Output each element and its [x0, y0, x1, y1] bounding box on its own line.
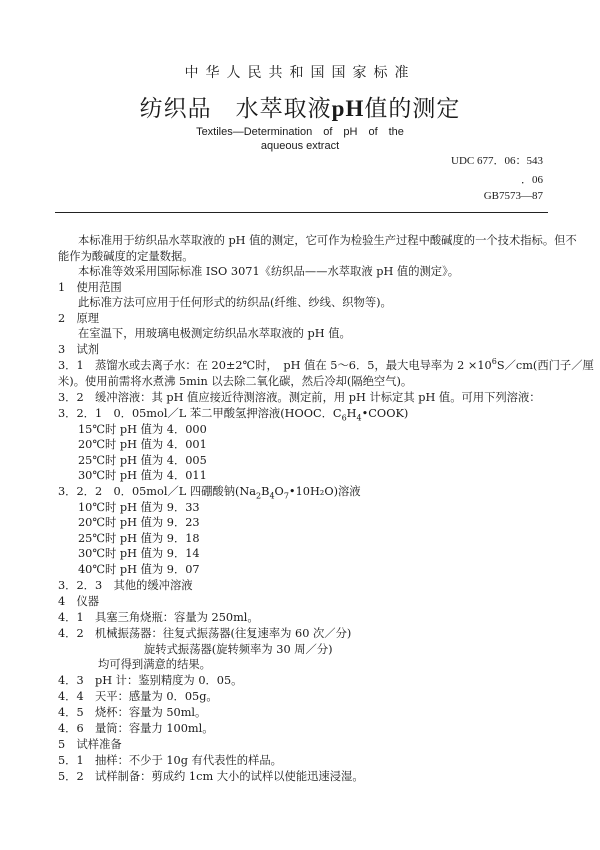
ph-value-20c: 20℃时 pH 值为 4．001 [78, 438, 207, 451]
section-4-heading: 4 仪器 [58, 595, 100, 608]
section-4-3: 4．3 pH 计：鉴别精度为 0．05。 [58, 674, 243, 687]
section-5-1: 5．1 抽样：不少于 10g 有代表性的样品。 [58, 754, 282, 767]
intro-paragraph-line2: 能作为酸碱度的定量数据。 [58, 250, 194, 263]
section-4-2-line1: 4．2 机械振荡器：往复式振荡器(往复速率为 60 次／分) [58, 627, 352, 640]
english-title-line1: Textiles—Determination of pH of the [196, 126, 404, 138]
borax-ph-40c: 40℃时 pH 值为 9．07 [78, 563, 200, 576]
section-2-text: 在室温下，用玻璃电极测定纺织品水萃取液的 pH 值。 [78, 327, 351, 340]
section-1-text: 此标准方法可应用于任何形式的纺织品(纤维、纱线、织物等)。 [78, 296, 392, 309]
section-3-2-3: 3．2．3 其他的缓冲溶液 [58, 579, 193, 592]
section-3-1-line1: 3．1 蒸馏水或去离子水：在 20±2℃时， pH 值在 5～6．5，最大电导率为 $2 \times 10^6S/cm$(西门子／厘 [58, 357, 594, 372]
section-5-2: 5．2 试样制备：剪成约 1cm 大小的试样以使能迅速浸湿。 [58, 770, 364, 783]
section-4-1: 4．1 具塞三角烧瓶：容量为 250ml。 [58, 611, 259, 624]
borax-ph-10c: 10℃时 pH 值为 9．33 [78, 501, 200, 514]
section-1-heading: 1 使用范围 [58, 281, 122, 294]
document-title [0, 90, 600, 123]
english-title-line2: aqueous extract [260, 140, 340, 152]
gb-number: GB7573—87 [483, 190, 543, 202]
udc-code: UDC 677．06：543 [451, 155, 543, 167]
section-2-heading: 2 原理 [58, 312, 100, 325]
title-part-a: 纺织品 水萃取液 [139, 96, 332, 122]
intro-paragraph-2: 本标准等效采用国际标准 ISO 3071《纺织品——水萃取液 pH 值的测定》。 [78, 265, 460, 278]
section-3-heading: 3 试剂 [58, 343, 100, 356]
section-3-2-2: 3．2．2 0．05mol／L 四硼酸钠$(Na_2B_4O_7•10H_2O)$溶液 [58, 485, 361, 501]
intro-paragraph-line1: 本标准用于纺织品水萃取液的 pH 值的测定，它可作为检验生产过程中酸碱度的一个技术指标。但不 [78, 234, 577, 247]
ph-value-30c: 30℃时 pH 值为 4．011 [78, 469, 207, 482]
ph-value-25c: 25℃时 pH 值为 4．005 [78, 454, 207, 467]
section-3-2-1: 3．2．1 0．05mol／L 苯二甲酸氢押溶液(HOOC．$C_6H_4•COOK$) [58, 407, 409, 423]
section-4-2-line3: 均可得到满意的结果。 [98, 658, 211, 671]
section-3-1-line2: 米)。使用前需将水煮沸 5min 以去除二氧化碳，然后冷却(隔绝空气)。 [58, 375, 413, 388]
borax-ph-30c: 30℃时 pH 值为 9．14 [78, 547, 200, 560]
title-part-ph: pH [331, 96, 365, 121]
borax-ph-25c: 25℃时 pH 值为 9．18 [78, 532, 200, 545]
section-5-heading: 5 试样准备 [58, 738, 122, 751]
section-4-5: 4．5 烧杯：容量为 50ml。 [58, 706, 207, 719]
section-3-2: 3．2 缓冲溶液：其 pH 值应接近待测溶液。测定前，用 pH 计标定其 pH 值。可用下列溶液： [58, 391, 541, 404]
udc-code-continued: ．06 [521, 174, 543, 186]
national-standard-heading: 中华人民共和国国家标准 [184, 65, 416, 81]
title-part-c: 值的测定 [364, 96, 461, 122]
section-4-6: 4．6 量筒：容量力 100ml。 [58, 722, 214, 735]
ph-value-15c: 15℃时 pH 值为 4．000 [78, 423, 207, 436]
section-4-2-line2: 旋转式振荡器(旋转频率为 30 周／分) [144, 643, 333, 656]
header-divider [55, 212, 548, 213]
section-4-4: 4．4 天平：感量为 0．05g。 [58, 690, 218, 703]
borax-ph-20c: 20℃时 pH 值为 9．23 [78, 516, 200, 529]
